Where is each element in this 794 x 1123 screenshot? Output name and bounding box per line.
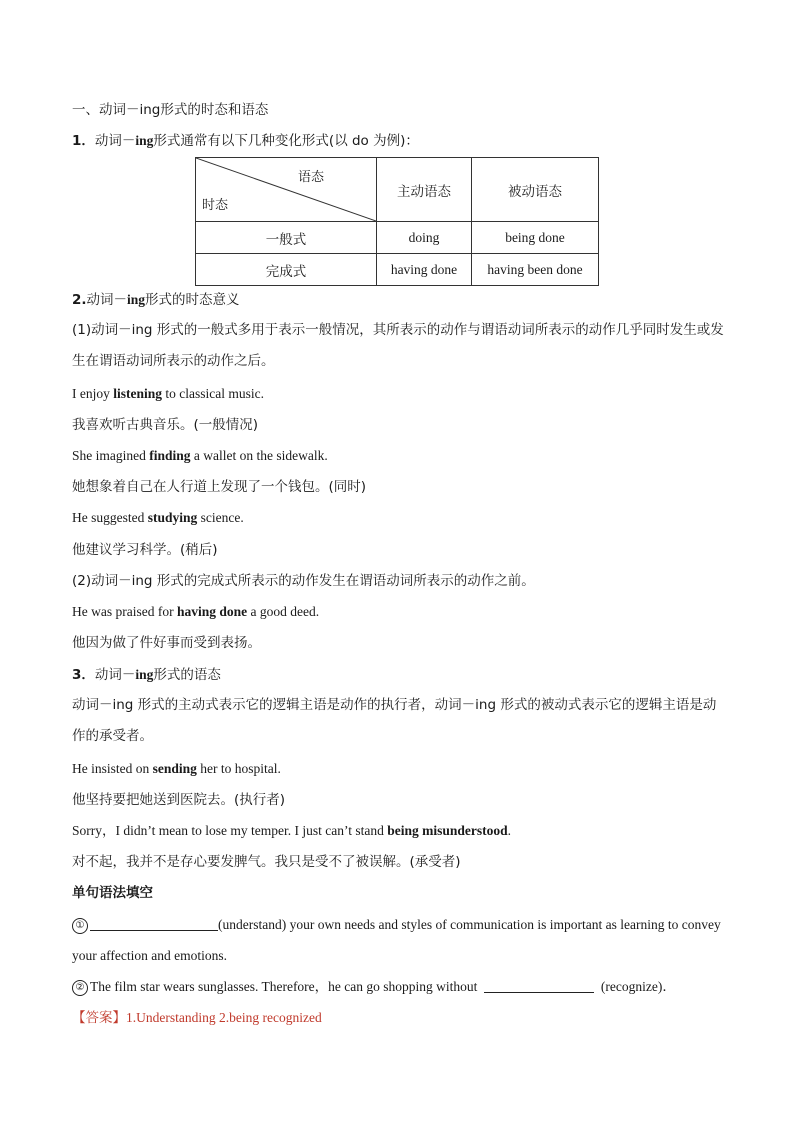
- example-text: a wallet on the sidewalk.: [190, 448, 328, 463]
- example-text: He insisted on: [72, 761, 153, 776]
- example-text: .: [507, 823, 511, 838]
- subsection-number: 3．: [72, 667, 95, 683]
- translation: 他坚持要把她送到医院去。(执行者): [72, 792, 286, 808]
- question-2: [72, 977, 724, 997]
- example-text: I enjoy: [72, 386, 114, 401]
- subsection-number: 2.: [72, 292, 87, 308]
- cell-active: having done: [377, 254, 472, 286]
- table-row: [196, 222, 599, 254]
- cell-passive: being done: [472, 222, 599, 254]
- question-text: (understand) your own needs and styles of communication is important as learning to convey your affection and emotions.: [72, 917, 721, 963]
- example-keyword: listening: [113, 386, 163, 401]
- paragraph: (1)动词－ing 形式的一般式多用于表示一般情况，其所表示的动作与谓语动词所表示的动作几乎同时发生或发生在谓语动词所表示的动作之后。: [72, 322, 724, 369]
- example-text: Sorry，I didn’t mean to lose my temper. I just can’t stand: [72, 823, 388, 838]
- example-keyword: being misunderstood: [387, 823, 508, 838]
- example-text: a good deed.: [247, 604, 320, 619]
- example-text: science.: [197, 510, 244, 525]
- translation: 他因为做了件好事而受到表扬。: [72, 635, 261, 651]
- answer-line: [72, 1008, 724, 1028]
- translation: 他建议学习科学。(稍后): [72, 542, 218, 558]
- section-heading: [72, 100, 724, 120]
- example-text: She imagined: [72, 448, 150, 463]
- subsection-ing: ing: [127, 292, 146, 307]
- example-sentence: [72, 446, 724, 466]
- exercise-title-text: 单句语法填空: [72, 885, 153, 901]
- example-keyword: finding: [149, 448, 191, 463]
- translation: 对不起，我并不是存心要发脾气。我只是受不了被误解。(承受者): [72, 854, 461, 870]
- exercise-title: [72, 883, 724, 903]
- table-row: [196, 254, 599, 286]
- col-header-passive: 被动语态: [472, 158, 599, 222]
- tense-voice-table: [195, 157, 599, 286]
- question-text: (recognize)．: [600, 979, 676, 994]
- example-text: her to hospital.: [196, 761, 281, 776]
- subsection-text: 动词－: [94, 133, 136, 149]
- table-corner-cell: [196, 158, 377, 222]
- subsection-2-title: [72, 290, 724, 310]
- subsection-1-title: [72, 131, 724, 151]
- answer-label: 【答案】: [72, 1010, 126, 1026]
- answer-blank[interactable]: [484, 978, 594, 993]
- example-text: He suggested: [72, 510, 148, 525]
- answer-blank[interactable]: [90, 916, 218, 931]
- cell-active: doing: [377, 222, 472, 254]
- question-1: [72, 909, 724, 971]
- subsection-ing: ing: [135, 667, 154, 682]
- example-text: to classical music.: [162, 386, 264, 401]
- cell-passive: having been done: [472, 254, 599, 286]
- heading-text: 一、动词－ing形式的时态和语态: [72, 102, 269, 118]
- translation: 我喜欢听古典音乐。(一般情况): [72, 417, 259, 433]
- example-sentence: [72, 508, 724, 528]
- subsection-ing: ing: [135, 133, 154, 148]
- example-sentence: [72, 759, 724, 779]
- corner-voice-label: 语态: [297, 170, 324, 185]
- subsection-text: 形式的时态意义: [145, 292, 240, 308]
- question-number: ①: [72, 918, 88, 934]
- example-keyword: sending: [152, 761, 197, 776]
- answer-text: 1.Understanding 2.being recognized: [126, 1010, 322, 1025]
- example-sentence: [72, 384, 724, 404]
- row-label: 一般式: [196, 222, 377, 254]
- corner-tense-label: 时态: [202, 198, 229, 213]
- question-number: ②: [72, 980, 88, 996]
- example-sentence: [72, 821, 724, 841]
- subsection-number: 1．: [72, 133, 95, 149]
- question-text: The film star wears sunglasses. Therefore，he can go shopping without: [90, 979, 478, 994]
- row-label: 完成式: [196, 254, 377, 286]
- subsection-text: 动词－: [86, 292, 128, 308]
- col-header-active: 主动语态: [377, 158, 472, 222]
- example-text: He was praised for: [72, 604, 177, 619]
- paragraph: (2)动词－ing 形式的完成式所表示的动作发生在谓语动词所表示的动作之前。: [72, 573, 535, 589]
- translation: 她想象着自己在人行道上发现了一个钱包。(同时): [72, 479, 367, 495]
- subsection-3-title: [72, 665, 724, 685]
- example-keyword: having done: [176, 604, 248, 619]
- subsection-text: 形式的语态: [153, 667, 221, 683]
- example-keyword: studying: [147, 510, 198, 525]
- paragraph: 动词－ing 形式的主动式表示它的逻辑主语是动作的执行者，动词－ing 形式的被动式表示它的逻辑主语是动作的承受者。: [72, 697, 717, 744]
- subsection-text: 动词－: [94, 667, 136, 683]
- example-sentence: [72, 602, 724, 622]
- subsection-text: 形式通常有以下几种变化形式(以 do 为例)：: [153, 133, 419, 149]
